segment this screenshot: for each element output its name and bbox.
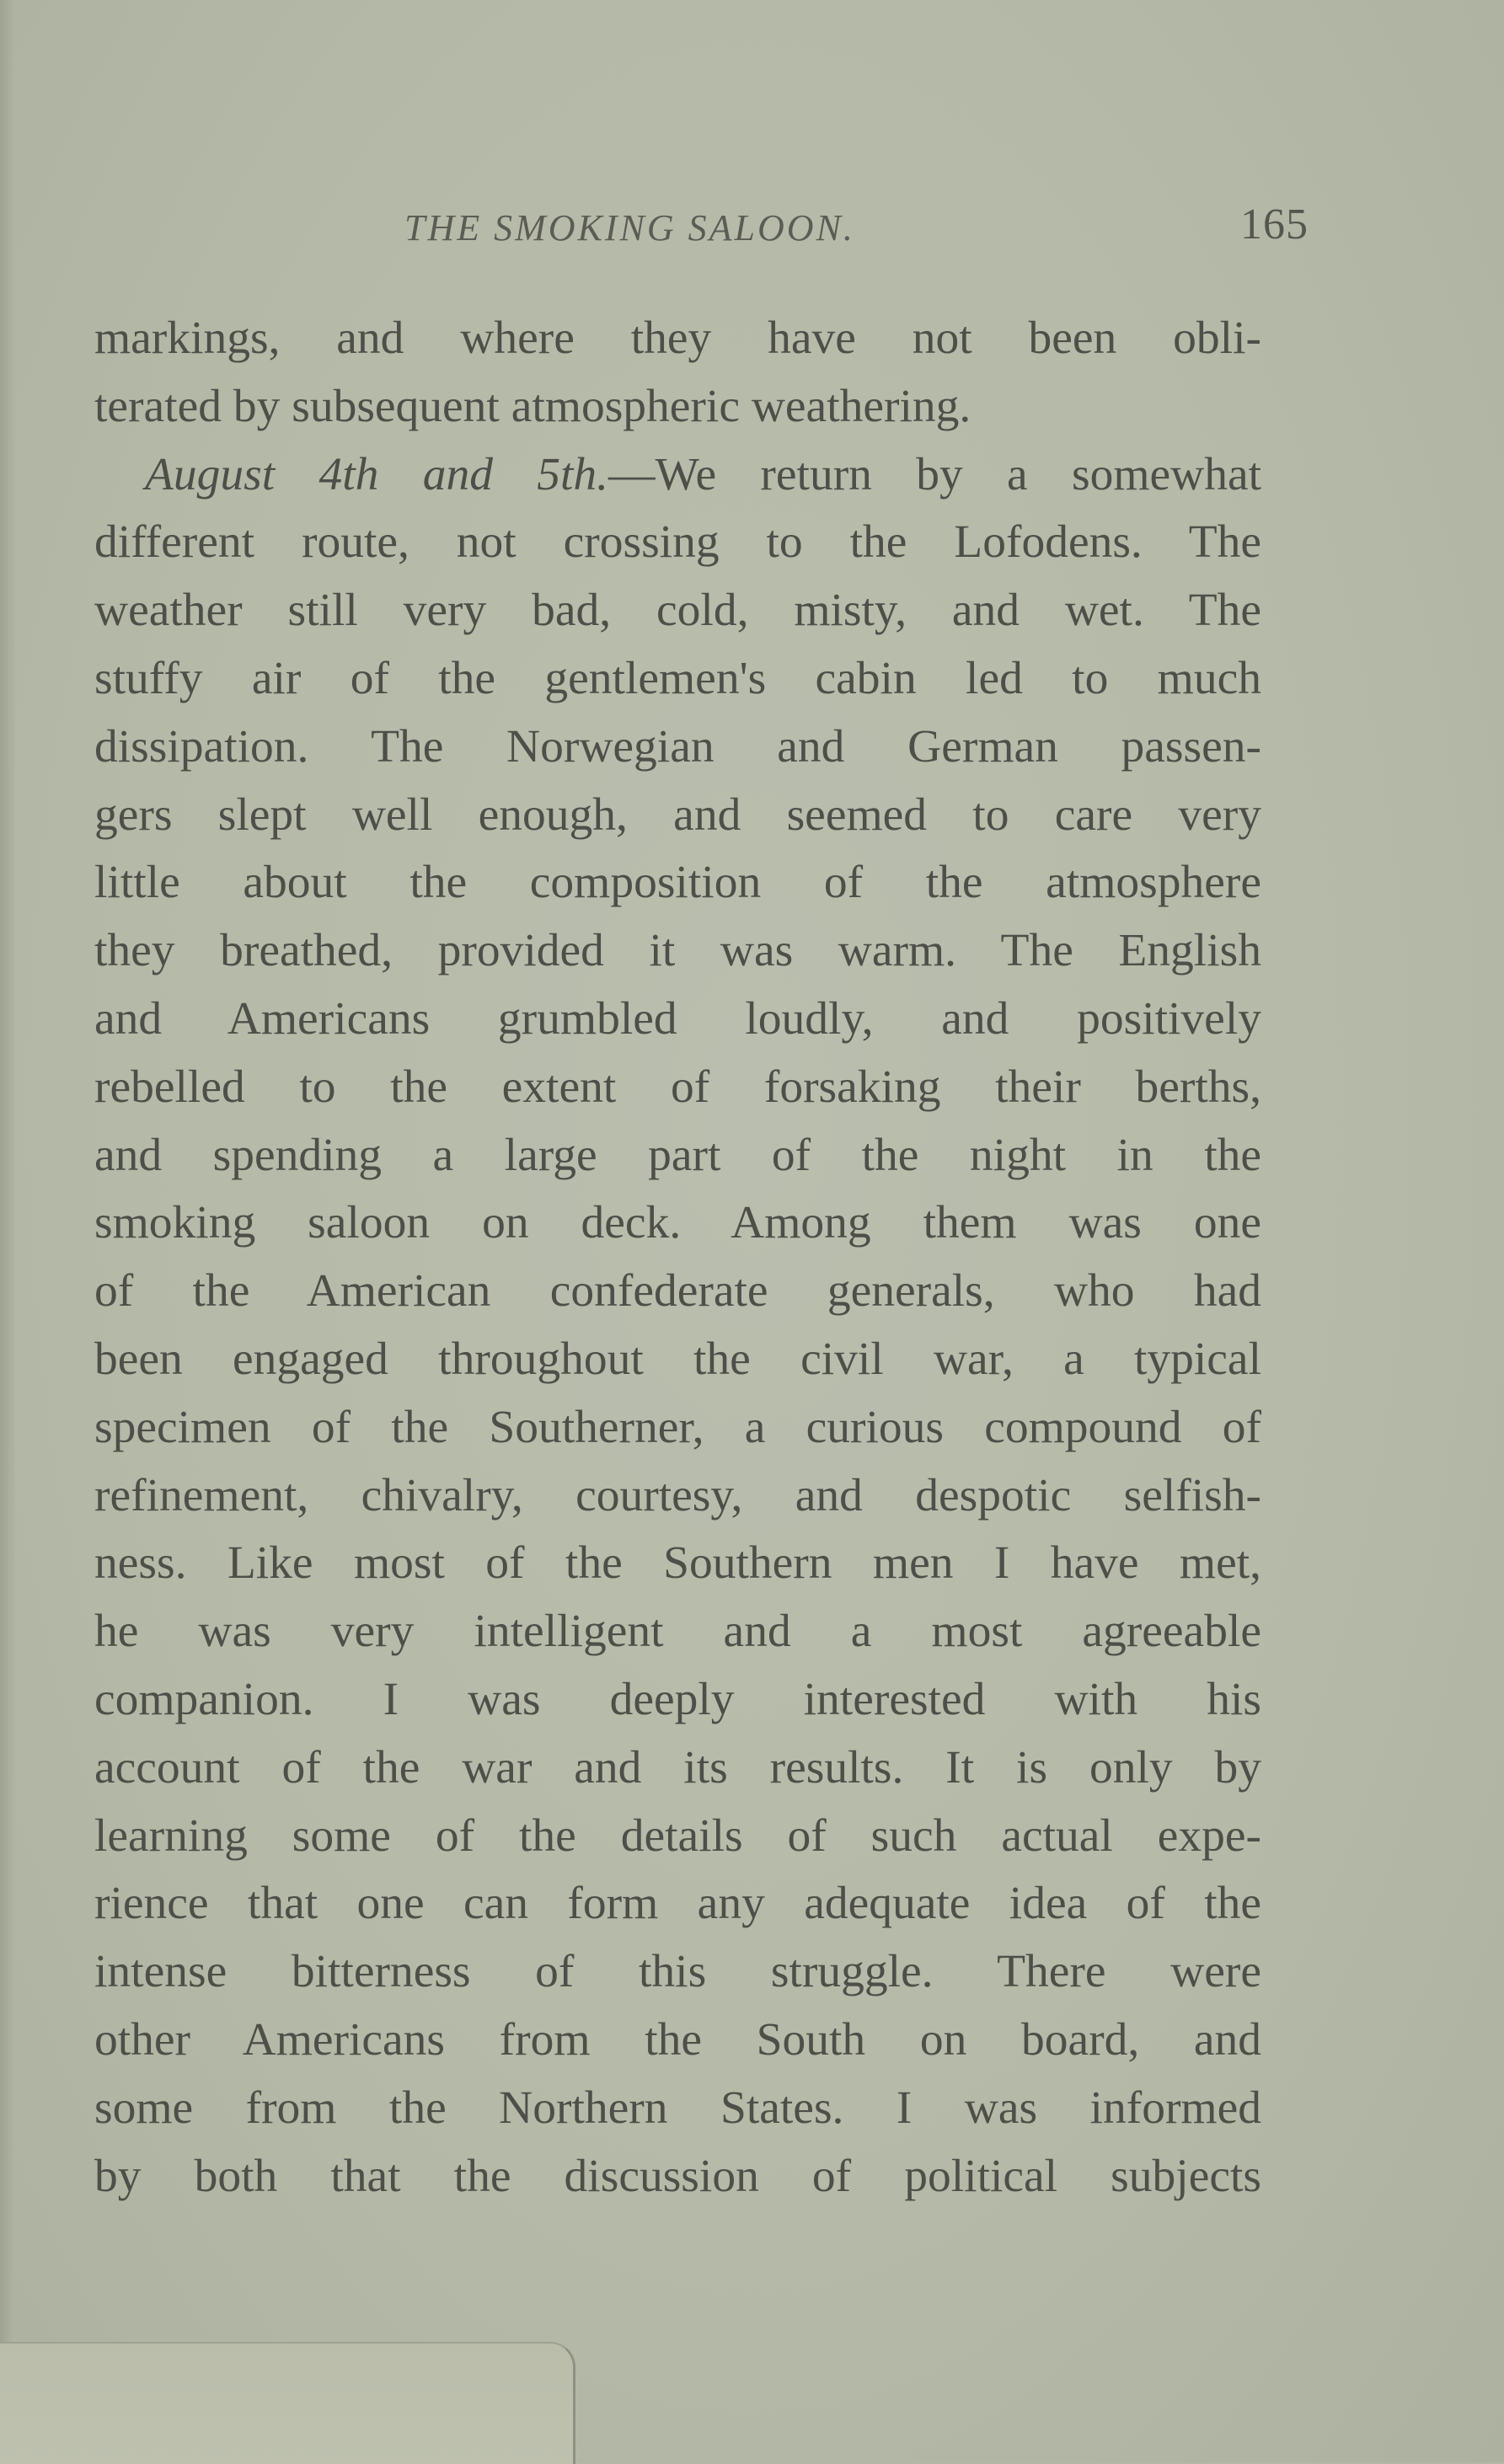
text-line: dissipation. The Norwegian and German passen- [94,720,1261,772]
text-line: he was very intelligent and a most agreeable [94,1606,1261,1658]
text-line: different route, not crossing to the Lofodens. The [94,516,1261,569]
body-text [94,305,1261,2210]
text-line: and spending a large part of the night in the [94,1129,1261,1181]
text-line: smoking saloon on deck. Among them was one [94,1197,1261,1249]
text-line: weather still very bad, cold, misty, and wet. The [94,585,1261,637]
text-line: little about the composition of the atmosphere [94,857,1261,909]
text-line: been engaged throughout the civil war, a typical [94,1333,1261,1385]
text-line: terated by subsequent atmospheric weathering. [94,380,971,432]
text-line: markings, and where they have not been obli- [94,313,1261,364]
text-line-continuation: —We return by a somewhat [608,448,1262,500]
running-head [93,200,1309,257]
text-line: rience that one can form any adequate idea of the [94,1878,1261,1930]
date-heading: August 4th and 5th. [145,448,609,500]
text-line: specimen of the Southerner, a curious compound of [94,1401,1261,1453]
page-gutter-edge [0,0,15,2462]
text-line: companion. I was deeply interested with his [94,1673,1261,1725]
text-line: some from the Northern States. I was informed [94,2082,1261,2134]
text-line: rebelled to the extent of forsaking their berths, [94,1061,1261,1113]
text-line [94,441,1261,510]
text-line: other Americans from the South on board, and [94,2013,1261,2066]
text-line: and Americans grumbled loudly, and positively [94,992,1261,1045]
text-line: learning some of the details of such actual expe- [94,1809,1261,1862]
text-line: gers slept well enough, and seemed to care very [94,788,1261,841]
text-line: by both that the discussion of political subjects [94,2150,1261,2202]
text-line: account of the war and its results. It is only by [94,1741,1261,1793]
text-line: stuffy air of the gentlemen's cabin led to much [94,652,1261,704]
running-title: THE SMOKING SALOON. [404,207,855,249]
text-line: ness. Like most of the Southern men I have met, [94,1537,1261,1590]
text-line: refinement, chivalry, courtesy, and despotic selfish- [94,1469,1261,1521]
page-number: 165 [1240,200,1309,249]
text-line: they breathed, provided it was warm. The English [94,925,1261,977]
scan-bracket-mark [0,2342,575,2464]
text-line: intense bitterness of this struggle. There were [94,1946,1261,1998]
text-line: of the American confederate generals, who had [94,1265,1261,1318]
